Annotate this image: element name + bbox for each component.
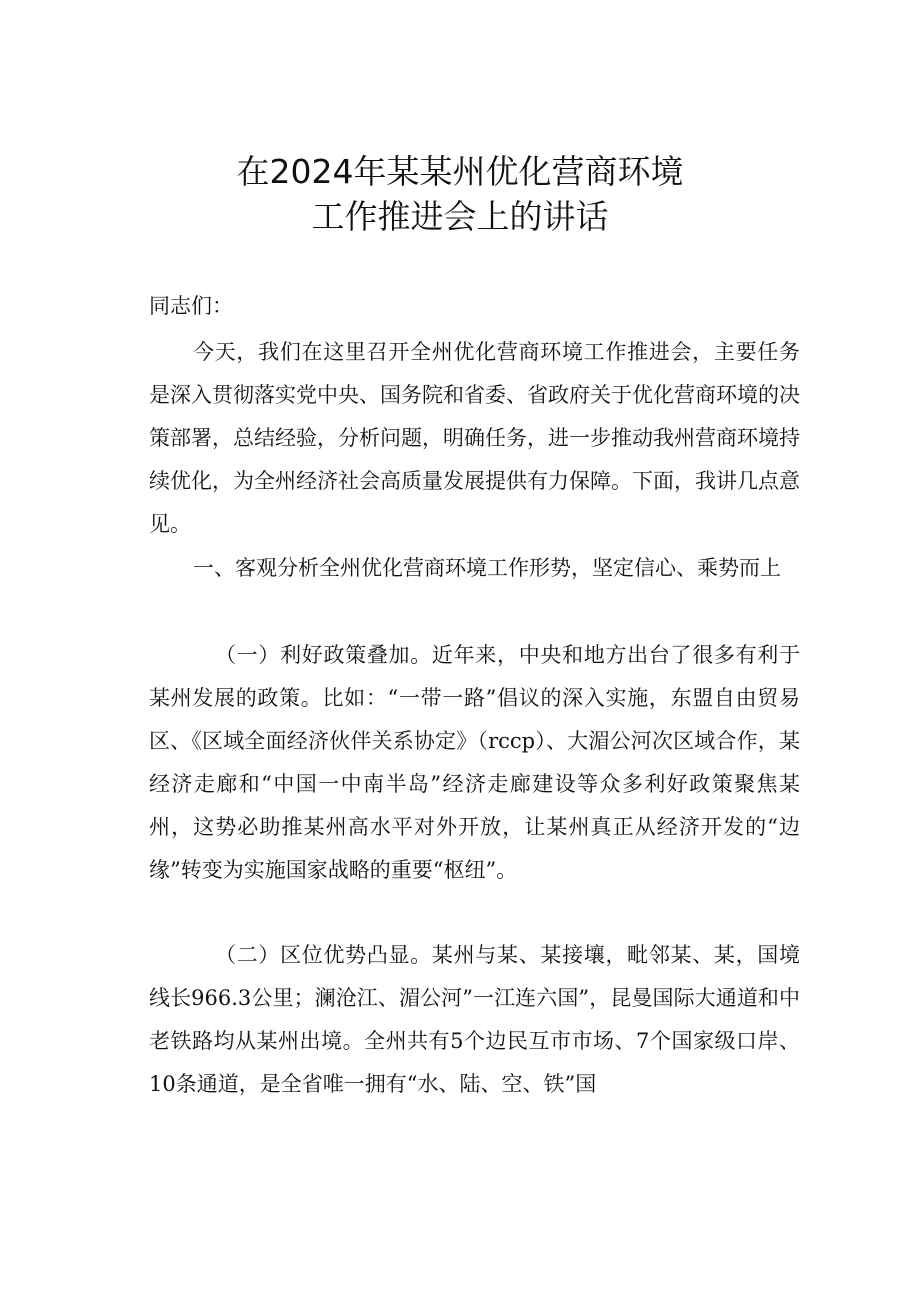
section-heading-1: 一、客观分析全州优化营商环境工作形势，坚定信心、乘势而上 [193, 556, 781, 580]
document-title-line2: 工作推进会上的讲话 [311, 197, 609, 236]
paragraph-intro: 今天，我们在这里召开全州优化营商环境工作推进会，主要任务是深入贯彻落实党中央、国务院和省委、省政府关于优化营商环境的决策部署，总结经验，分析问题，明确任务，进一步推动我州营商环境持续优化，为全州经济社会高质量发展提供有力保障。下面，我讲几点意见。 [149, 340, 800, 536]
paragraph-location: （二）区位优势凸显。某州与某、某接壤，毗邻某、某，国境线长966.3公里；澜沧江、湄公河”一江连六国”，昆曼国际大通道和中老铁路均从某州出境。全州共有5个边民互市市场、7个国家级口岸、10条通道，是全省唯一拥有“水、陆、空、铁”国 [149, 943, 800, 1096]
paragraph-policy: （一）利好政策叠加。近年来，中央和地方出台了很多有利于某州发展的政策。比如：“一带一路”倡议的深入实施，东盟自由贸易区、《区域全面经济伙伴关系协定》（rccp）、大湄公河次区域合作，某经济走廊和“中国一中南半岛”经济走廊建设等众多利好政策聚焦某州，这势必助推某州高水平对外开放，让某州真正从经济开发的“边缘”转变为实施国家战略的重要“枢纽”。 [149, 643, 800, 882]
salutation: 同志们： [149, 294, 233, 318]
document-title-line1: 在2024年某某州优化营商环境 [236, 152, 684, 191]
